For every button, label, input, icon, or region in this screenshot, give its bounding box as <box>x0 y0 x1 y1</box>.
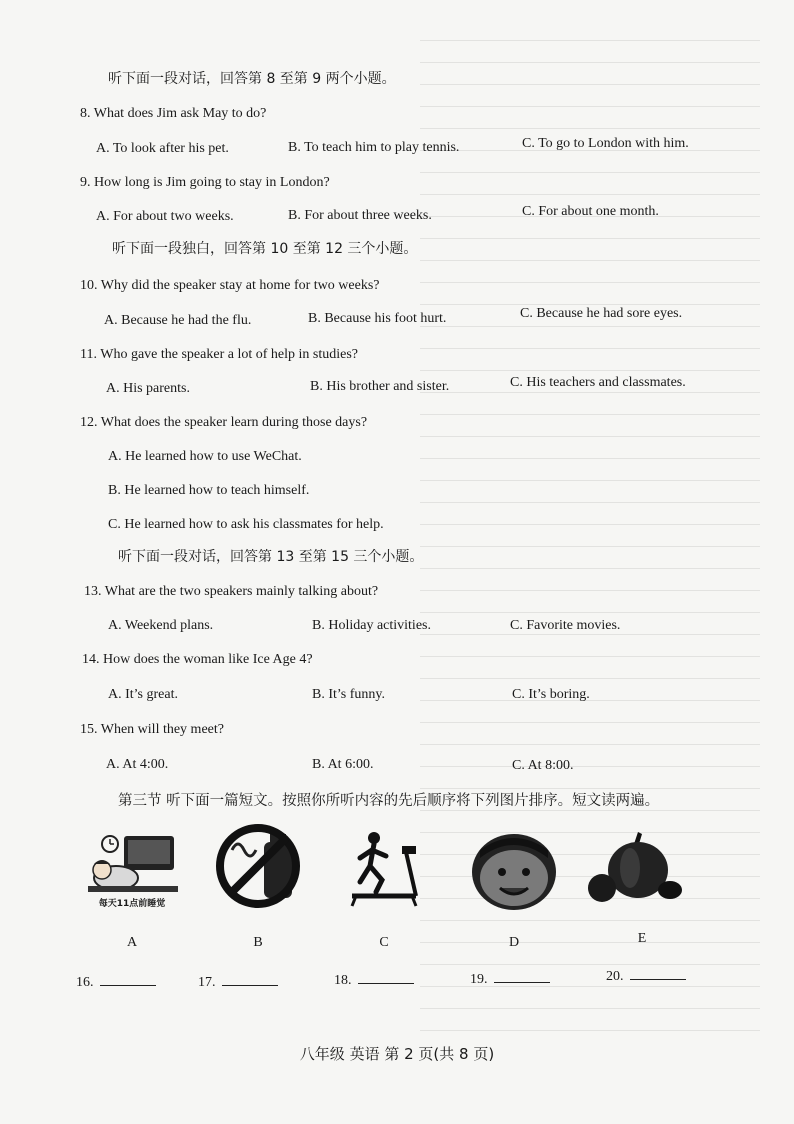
blank-number: 18. <box>334 973 352 988</box>
q13-option-c: C. Favorite movies. <box>510 618 621 633</box>
picture-caption: 每天11点前睡觉 <box>98 899 166 909</box>
picture-label: A <box>126 935 138 950</box>
blank-number: 16. <box>76 975 94 990</box>
question-14: 14. How does the woman like Ice Age 4? <box>82 652 313 667</box>
sleeping-picture <box>80 830 184 912</box>
question-8: 8. What does Jim ask May to do? <box>80 106 267 121</box>
fruit-picture <box>584 830 684 910</box>
running-picture <box>346 830 430 908</box>
question-12: 12. What does the speaker learn during those days? <box>80 415 368 430</box>
q13-option-a: A. Weekend plans. <box>108 618 214 633</box>
blank-line <box>494 970 550 983</box>
q8-option-b: B. To teach him to play tennis. <box>288 140 460 155</box>
q8-option-c: C. To go to London with him. <box>522 136 689 151</box>
q10-option-c: C. Because he had sore eyes. <box>520 306 683 321</box>
picture-label: B <box>253 935 263 950</box>
answer-blank-18[interactable] <box>334 971 414 990</box>
q12-option-b: B. He learned how to teach himself. <box>108 483 310 498</box>
answer-blank-16[interactable] <box>76 973 156 992</box>
q15-option-a: A. At 4:00. <box>106 757 169 772</box>
q15-option-b: B. At 6:00. <box>312 757 374 772</box>
q11-option-a: A. His parents. <box>106 381 190 396</box>
blank-line <box>222 973 278 986</box>
q12-option-c: C. He learned how to ask his classmates for help. <box>108 517 384 532</box>
section-intro: 听下面一段对话，回答第 13 至第 15 三个小题。 <box>118 549 424 565</box>
section-intro: 听下面一段对话，回答第 8 至第 9 两个小题。 <box>108 71 396 87</box>
q13-option-b: B. Holiday activities. <box>312 618 431 633</box>
q10-option-a: A. Because he had the flu. <box>104 313 252 328</box>
q11-option-b: B. His brother and sister. <box>310 379 450 394</box>
face-picture <box>466 828 562 912</box>
q11-option-c: C. His teachers and classmates. <box>510 375 686 390</box>
section-intro: 听下面一段独白，回答第 10 至第 12 三个小题。 <box>112 241 418 257</box>
q12-option-a: A. He learned how to use WeChat. <box>108 449 302 464</box>
blank-line <box>630 967 686 980</box>
q9-option-b: B. For about three weeks. <box>288 208 432 223</box>
q14-option-a: A. It’s great. <box>108 687 178 702</box>
picture-label: C <box>379 935 389 950</box>
page-footer: 八年级 英语 第 2 页(共 8 页) <box>299 1045 495 1063</box>
blank-number: 17. <box>198 975 216 990</box>
picture-label: E <box>637 931 647 946</box>
question-9: 9. How long is Jim going to stay in London? <box>80 175 330 190</box>
blank-line <box>100 973 156 986</box>
question-13: 13. What are the two speakers mainly talking about? <box>84 584 379 599</box>
q8-option-a: A. To look after his pet. <box>96 141 229 156</box>
answer-blank-17[interactable] <box>198 973 278 992</box>
answer-blank-19[interactable] <box>470 970 550 989</box>
answer-blank-20[interactable] <box>606 967 686 986</box>
blank-number: 19. <box>470 972 488 987</box>
q9-option-a: A. For about two weeks. <box>96 209 234 224</box>
question-15: 15. When will they meet? <box>80 722 224 737</box>
no-drinking-picture <box>212 820 304 912</box>
question-11: 11. Who gave the speaker a lot of help in studies? <box>80 347 358 362</box>
q10-option-b: B. Because his foot hurt. <box>308 311 447 326</box>
section3-instructions: 第三节 听下面一篇短文。按照你所听内容的先后顺序将下列图片排序。短文读两遍。 <box>118 793 660 809</box>
blank-number: 20. <box>606 969 624 984</box>
question-10: 10. Why did the speaker stay at home for two weeks? <box>80 278 380 293</box>
q14-option-c: C. It’s boring. <box>512 687 590 702</box>
q15-option-c: C. At 8:00. <box>512 758 574 773</box>
q9-option-c: C. For about one month. <box>522 204 659 219</box>
blank-line <box>358 971 414 984</box>
picture-label: D <box>508 935 520 950</box>
q14-option-b: B. It’s funny. <box>312 687 385 702</box>
